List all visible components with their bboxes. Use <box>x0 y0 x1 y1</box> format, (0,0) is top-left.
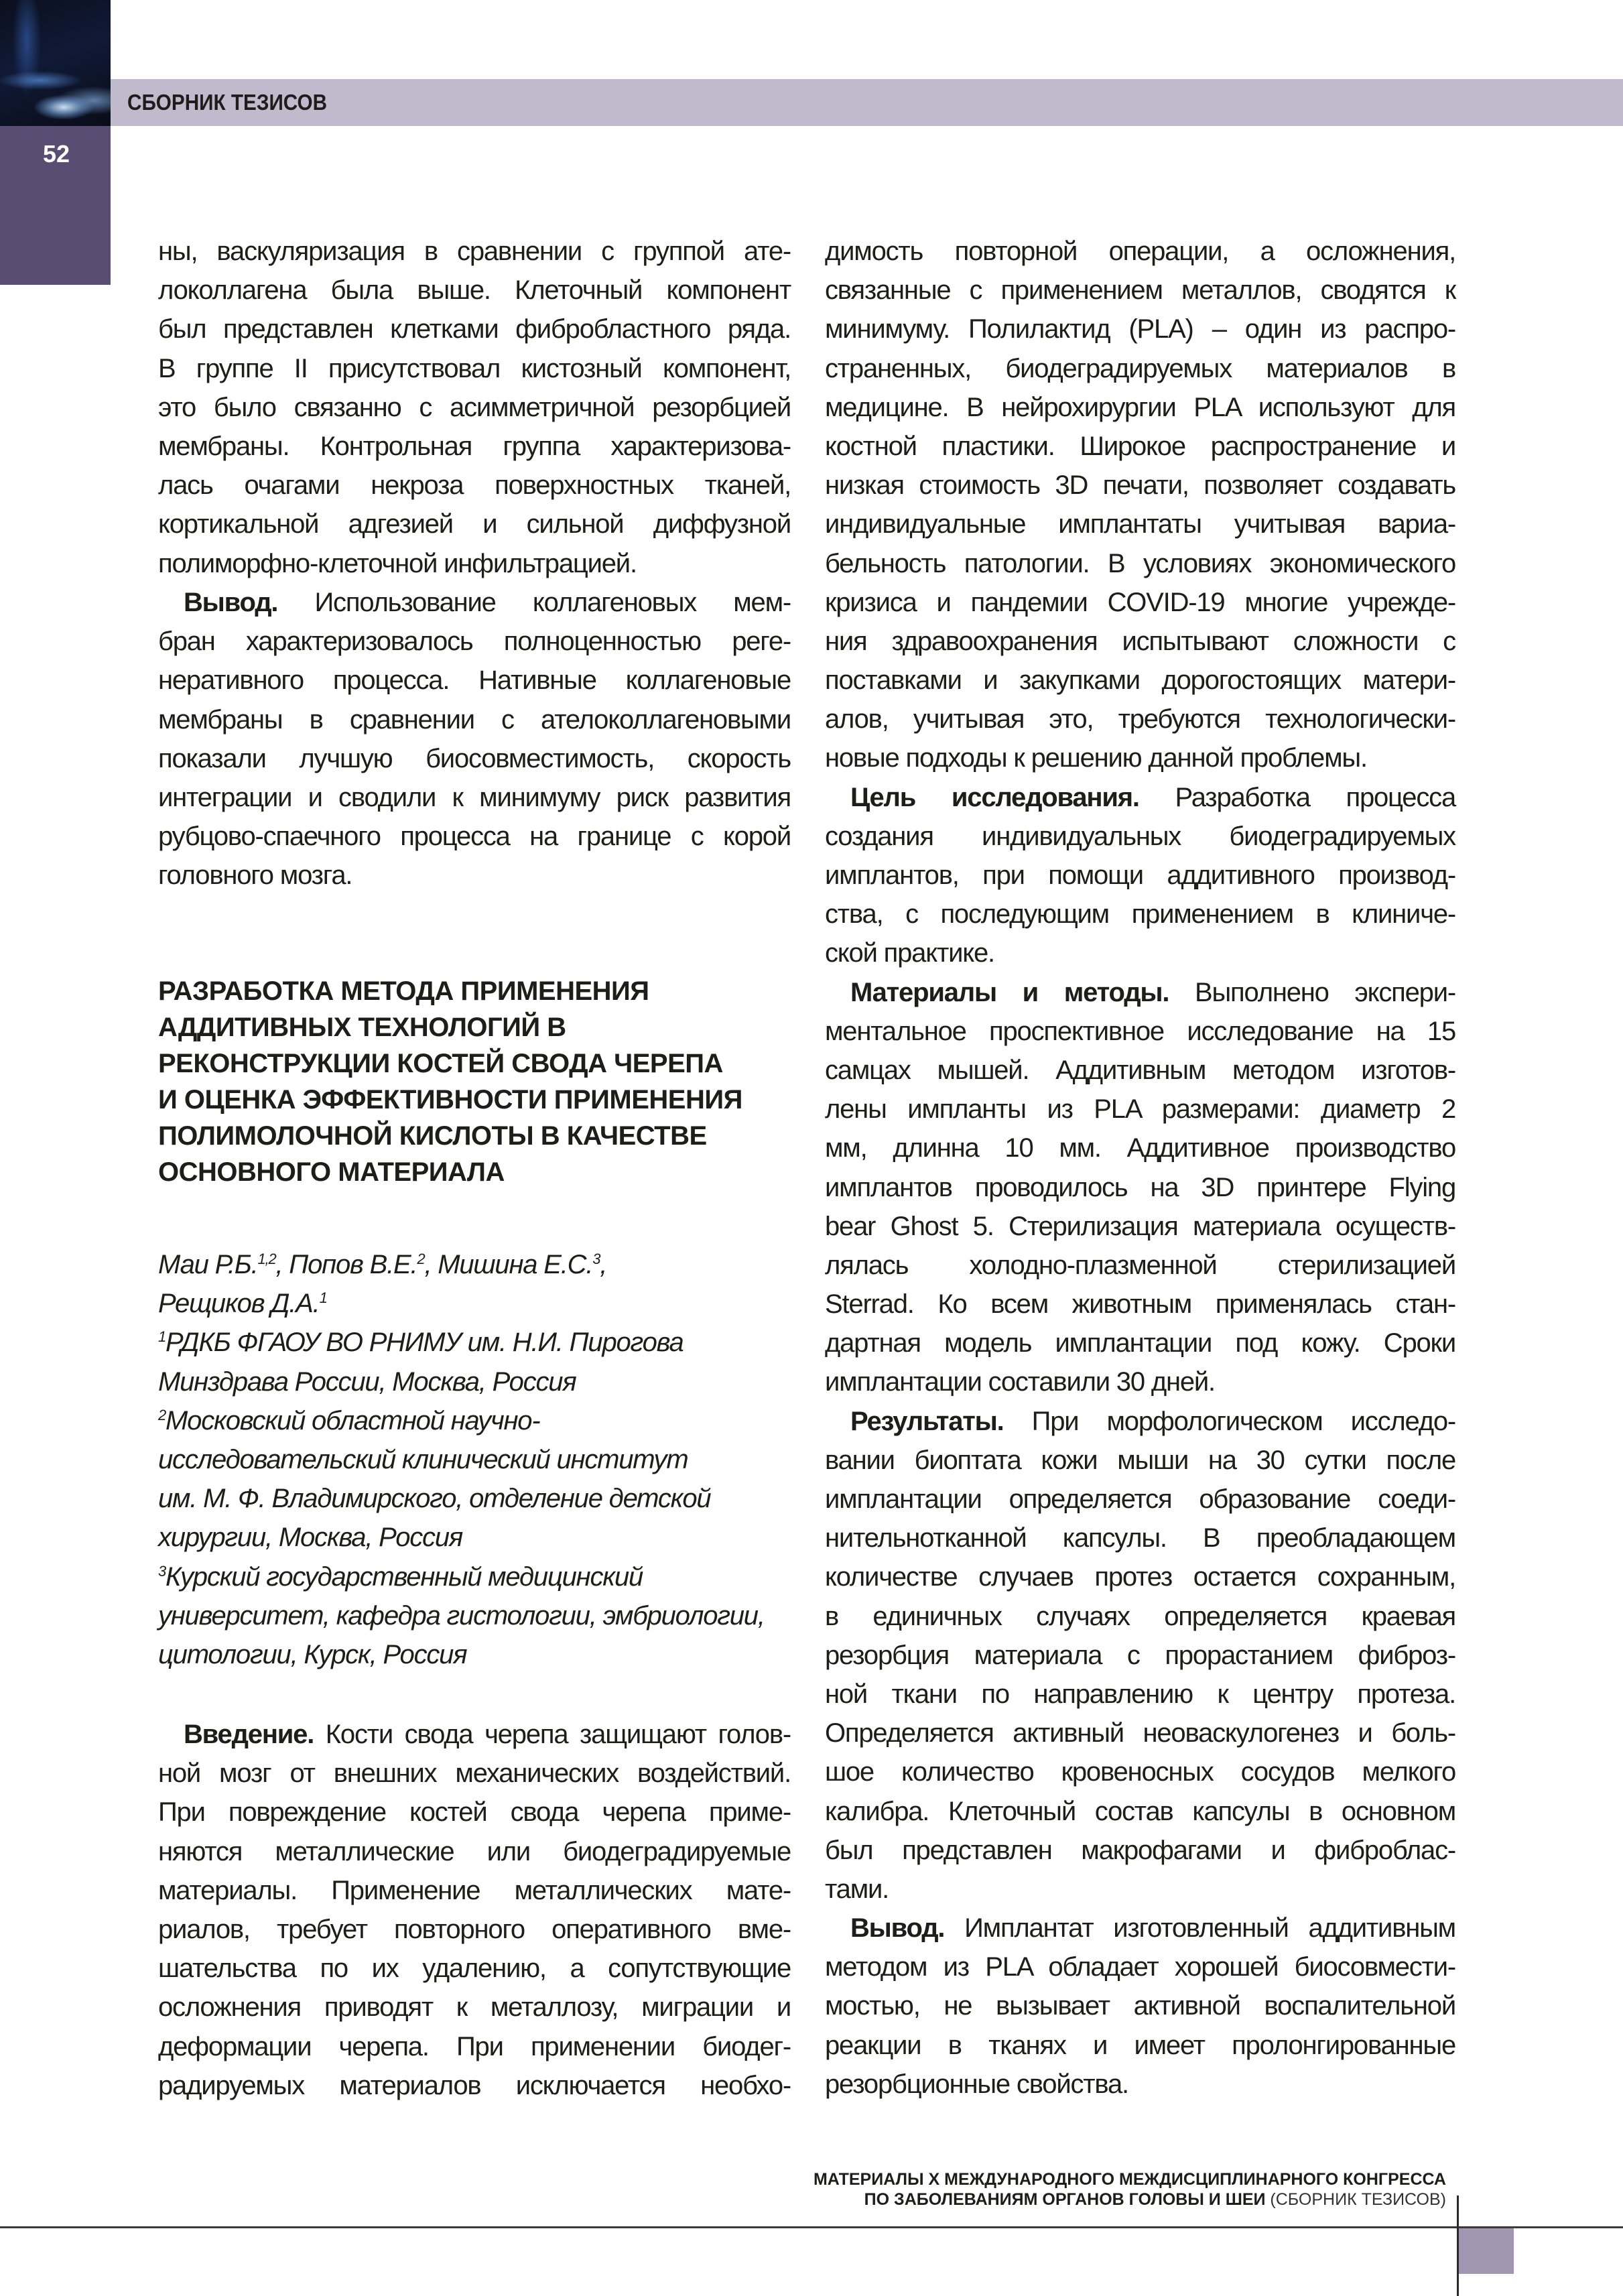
paragraph-line: лены импланты из PLA размерами: диаметр 2 <box>825 1094 1455 1125</box>
paragraph-line: новые подходы к решению данной проблемы. <box>825 743 1367 773</box>
paragraph-line: неративного процесса. Нативные коллагеновые <box>158 665 791 696</box>
author-name: Рещиков Д.А. <box>158 1289 320 1319</box>
footer-conference-title <box>814 2169 1446 2210</box>
paragraph-line: резорбция материала с прорастанием фиброз- <box>825 1640 1455 1670</box>
paragraph-line: ной мозг от внешних механических воздействий. <box>158 1759 791 1789</box>
footer-line-1: МАТЕРИАЛЫ X МЕЖДУНАРОДНОГО МЕЖДИСЦИПЛИНАРНОГО КОНГРЕССА <box>813 2170 1446 2189</box>
affiliation-text: Курский государственный медицинский <box>166 1561 643 1592</box>
paragraph-line: мм, длинна 10 мм. Аддитивное производство <box>825 1133 1455 1163</box>
affiliation-2-line: хирургии, Москва, Россия <box>158 1523 463 1553</box>
paragraph-line: При повреждение костей свода черепа приме- <box>158 1797 791 1828</box>
paragraph-line: дартная модель имплантации под кожу. Сроки <box>825 1328 1455 1358</box>
paragraph-line: В группе II присутствовал кистозный компонент, <box>158 353 791 383</box>
paragraph-line: рубцово-спаечного процесса на границе с корой <box>158 822 791 852</box>
paragraph-line: кортикальной адгезией и сильной диффузной <box>158 509 791 539</box>
aim-label: Цель исследования. <box>850 782 1139 812</box>
separator: , <box>600 1250 607 1279</box>
footer-line-2-note: (СБОРНИК ТЕЗИСОВ) <box>1265 2190 1446 2209</box>
paragraph-line <box>825 778 1455 817</box>
paragraph-line: ментальное проспективное исследование на 15 <box>825 1016 1455 1046</box>
conclusion-label: Вывод. <box>184 588 278 617</box>
affiliation-2-line <box>158 1401 791 1440</box>
article-title <box>158 973 791 1190</box>
section-title: СБОРНИК ТЕЗИСОВ <box>127 90 328 115</box>
paragraph-line: нительнотканной капсулы. В преобладающем <box>825 1523 1455 1553</box>
paragraph-line: мостью, не вызывает активной воспалительной <box>825 1991 1455 2021</box>
results-label: Результаты. <box>850 1406 1004 1436</box>
paragraph-line: шательства по их удалению, а сопутствующие <box>158 1954 791 1984</box>
paragraph-line: в единичных случаях определяется краевая <box>825 1601 1455 1631</box>
footer-line-2: ПО ЗАБОЛЕВАНИЯМ ОРГАНОВ ГОЛОВЫ И ШЕИ <box>864 2190 1266 2209</box>
paragraph-line: калибра. Клеточный состав капсулы в основном <box>825 1796 1455 1826</box>
line-text: Имплантат изготовленный аддитивным <box>944 1913 1455 1943</box>
author-name: Маи Р.Б. <box>158 1250 258 1279</box>
methods-section <box>825 1012 1455 1402</box>
affiliation-3-line: цитологии, Курск, Россия <box>158 1639 467 1669</box>
line-text: Разработка процесса <box>1139 782 1455 812</box>
paragraph-line <box>825 1909 1455 1948</box>
paragraph-line: мембраны в сравнении с ателоколлагеновыми <box>158 704 791 735</box>
affiliation-ref: 3 <box>592 1251 600 1267</box>
paragraph-line: минимуму. Полилактид (PLA) – один из распро- <box>825 314 1455 344</box>
article-title-line: ОСНОВНОГО МАТЕРИАЛА <box>158 1157 505 1187</box>
footer-divider <box>0 2226 1623 2228</box>
paragraph-line: бельность патологии. В условиях экономического <box>825 548 1455 578</box>
paragraph-line: был представлен клетками фибробластного ряда. <box>158 314 791 344</box>
affiliation-ref: 1 <box>319 1289 327 1307</box>
paragraph-line <box>158 583 791 622</box>
footer-accent-square <box>1459 2228 1514 2274</box>
paragraph-line: имплантации составили 30 дней. <box>825 1367 1215 1397</box>
paragraph-line <box>825 1402 1455 1441</box>
paragraph-line: кризиса и пандемии COVID-19 многие учрежде- <box>825 587 1455 617</box>
paragraph-line: методом из PLA обладает хорошей биосовмести- <box>825 1952 1455 1982</box>
paragraph-line: имплантации определяется образование соеди- <box>825 1484 1455 1514</box>
cover-art-image <box>0 0 111 126</box>
paragraph-line: шое количество кровеносных сосудов мелкого <box>825 1757 1455 1787</box>
paragraph-line <box>825 973 1455 1012</box>
paragraph-line: ной ткани по направлению к центру протеза. <box>825 1679 1455 1709</box>
article-title-line: РЕКОНСТРУКЦИИ КОСТЕЙ СВОДА ЧЕРЕПА <box>158 1049 723 1078</box>
paragraph-line: деформации черепа. При применении биодег- <box>158 2031 791 2061</box>
paragraph-line: низкая стоимость 3D печати, позволяет создавать <box>825 470 1455 501</box>
paragraph-line: осложнения приводят к металлозу, миграции и <box>158 1992 791 2023</box>
paragraph-line: интеграции и сводили к минимуму риск развития <box>158 782 791 812</box>
paragraph-line: няются металлические или биодеградируемые <box>158 1836 791 1866</box>
authors-line-2 <box>158 1284 791 1323</box>
right-column <box>825 232 1455 2104</box>
paragraph-line: Sterrad. Ко всем животным применялась стан- <box>825 1289 1455 1320</box>
affiliation-text: РДКБ ФГАОУ ВО РНИМУ им. Н.И. Пирогова <box>166 1328 684 1358</box>
introduction-continued <box>825 232 1455 778</box>
paragraph-line: показали лучшую биосовместимость, скорость <box>158 743 791 773</box>
paragraph-line: индивидуальные имплантаты учитывая вариа- <box>825 509 1455 539</box>
previous-abstract-conclusion <box>158 583 791 895</box>
paragraph-line: ства, с последующим применением в клиниче- <box>825 899 1455 930</box>
page-number: 52 <box>43 140 70 168</box>
article-title-line: АДДИТИВНЫХ ТЕХНОЛОГИЙ В <box>158 1013 566 1042</box>
paragraph-line: риалов, требует повторного оперативного вме- <box>158 1914 791 1944</box>
affiliation-number: 1 <box>158 1328 166 1346</box>
paragraph-line: поставками и закупками дорогостоящих матери- <box>825 665 1455 696</box>
paragraph-line: bear Ghost 5. Стерилизация материала осуществ- <box>825 1211 1455 1241</box>
affiliation-ref: 1,2 <box>257 1251 276 1267</box>
affiliation-number: 2 <box>158 1406 166 1423</box>
paragraph-line: мембраны. Контрольная группа характеризова- <box>158 431 791 461</box>
paragraph-line: бран характеризовалось полноценностью реге- <box>158 627 791 657</box>
line-text: Выполнено экспери- <box>1169 977 1455 1007</box>
paragraph-line: алов, учитывая это, требуются технологически- <box>825 704 1455 735</box>
authors-block <box>158 1245 791 1674</box>
paragraph-line: лась очагами некроза поверхностных тканей, <box>158 470 791 501</box>
paragraph-line: был представлен макрофагами и фиброблас- <box>825 1835 1455 1865</box>
paragraph-line: Определяется активный неоваскулогенез и боль- <box>825 1718 1455 1748</box>
paragraph-line: костной пластики. Широкое распространение и <box>825 431 1455 461</box>
previous-abstract-results <box>158 232 791 583</box>
aim-section <box>825 817 1455 973</box>
paragraph-line: реакции в тканях и имеет пролонгированные <box>825 2030 1455 2060</box>
paragraph-line: тами. <box>825 1874 889 1904</box>
affiliation-1-line: Минздрава России, Москва, Россия <box>158 1366 576 1397</box>
paragraph-line: лялась холодно-плазменной стерилизацией <box>825 1250 1455 1280</box>
line-text: Кости свода черепа защищают голов- <box>314 1720 791 1749</box>
conclusion-label: Вывод. <box>850 1913 945 1943</box>
introduction-section <box>158 1715 791 2105</box>
affiliation-text: Московский областной научно- <box>166 1405 540 1436</box>
authors-line-1 <box>158 1245 791 1284</box>
paragraph-line: имплантов проводилось на 3D принтере Flying <box>825 1172 1455 1202</box>
paragraph-line: резорбционные свойства. <box>825 2069 1128 2099</box>
affiliation-3-line <box>158 1557 791 1596</box>
paragraph-line: ской практике. <box>825 938 994 968</box>
paragraph-line: вании биоптата кожи мыши на 30 сутки после <box>825 1445 1455 1475</box>
affiliation-number: 3 <box>158 1562 166 1580</box>
paragraph-line: связанные с применением металлов, сводятся к <box>825 275 1455 306</box>
affiliation-2-line: исследовательский клинический институт <box>158 1444 688 1474</box>
affiliation-1-line <box>158 1323 791 1362</box>
author-name: , Попов В.Е. <box>275 1250 417 1279</box>
paragraph-line: головного мозга. <box>158 860 352 891</box>
conclusion-section <box>825 1948 1455 2104</box>
paragraph-line: радируемых материалов исключается необхо- <box>158 2070 791 2100</box>
methods-label: Материалы и методы. <box>850 977 1169 1007</box>
article-title-line: РАЗРАБОТКА МЕТОДА ПРИМЕНЕНИЯ <box>158 976 649 1006</box>
paragraph-line: ния здравоохранения испытывают сложности с <box>825 626 1455 656</box>
paragraph-line: локоллагена была выше. Клеточный компонент <box>158 275 791 306</box>
paragraph-line <box>158 1715 791 1754</box>
introduction-label: Введение. <box>184 1720 314 1749</box>
article-title-line: ПОЛИМОЛОЧНОЙ КИСЛОТЫ В КАЧЕСТВЕ <box>158 1121 707 1151</box>
affiliation-2-line: им. М. Ф. Владимирского, отделение детской <box>158 1484 711 1514</box>
affiliation-3-line: университет, кафедра гистологии, эмбриологии, <box>158 1600 765 1631</box>
paragraph-line: медицине. В нейрохирургии PLA используют для <box>825 392 1455 422</box>
author-name: , Мишина Е.С. <box>424 1250 593 1279</box>
results-section <box>825 1441 1455 1909</box>
paragraph-line: имплантов, при помощи аддитивного производ- <box>825 860 1455 890</box>
paragraph-line: димость повторной операции, а осложнения, <box>825 237 1455 266</box>
paragraph-line: самцах мышей. Аддитивным методом изготов- <box>825 1055 1455 1085</box>
paragraph-line: количестве случаев протез остается сохранным, <box>825 1562 1455 1592</box>
paragraph-line: ны, васкуляризация в сравнении с группой ате- <box>158 237 791 266</box>
affiliation-ref: 2 <box>417 1251 425 1267</box>
article-title-line: И ОЦЕНКА ЭФФЕКТИВНОСТИ ПРИМЕНЕНИЯ <box>158 1085 742 1114</box>
paragraph-line: создания индивидуальных биодеградируемых <box>825 821 1455 851</box>
paragraph-line: материалы. Применение металлических мате- <box>158 1875 791 1905</box>
paragraph-line: это было связанно с асимметричной резорбцией <box>158 392 791 422</box>
paragraph-line: полиморфно-клеточной инфильтрацией. <box>158 548 637 578</box>
paragraph-line: страненных, биодеградируемых материалов в <box>825 353 1455 383</box>
header-band <box>111 79 1623 126</box>
line-text: Использование коллагеновых мем- <box>277 588 791 617</box>
line-text: При морфологическом исследо- <box>1003 1406 1455 1436</box>
